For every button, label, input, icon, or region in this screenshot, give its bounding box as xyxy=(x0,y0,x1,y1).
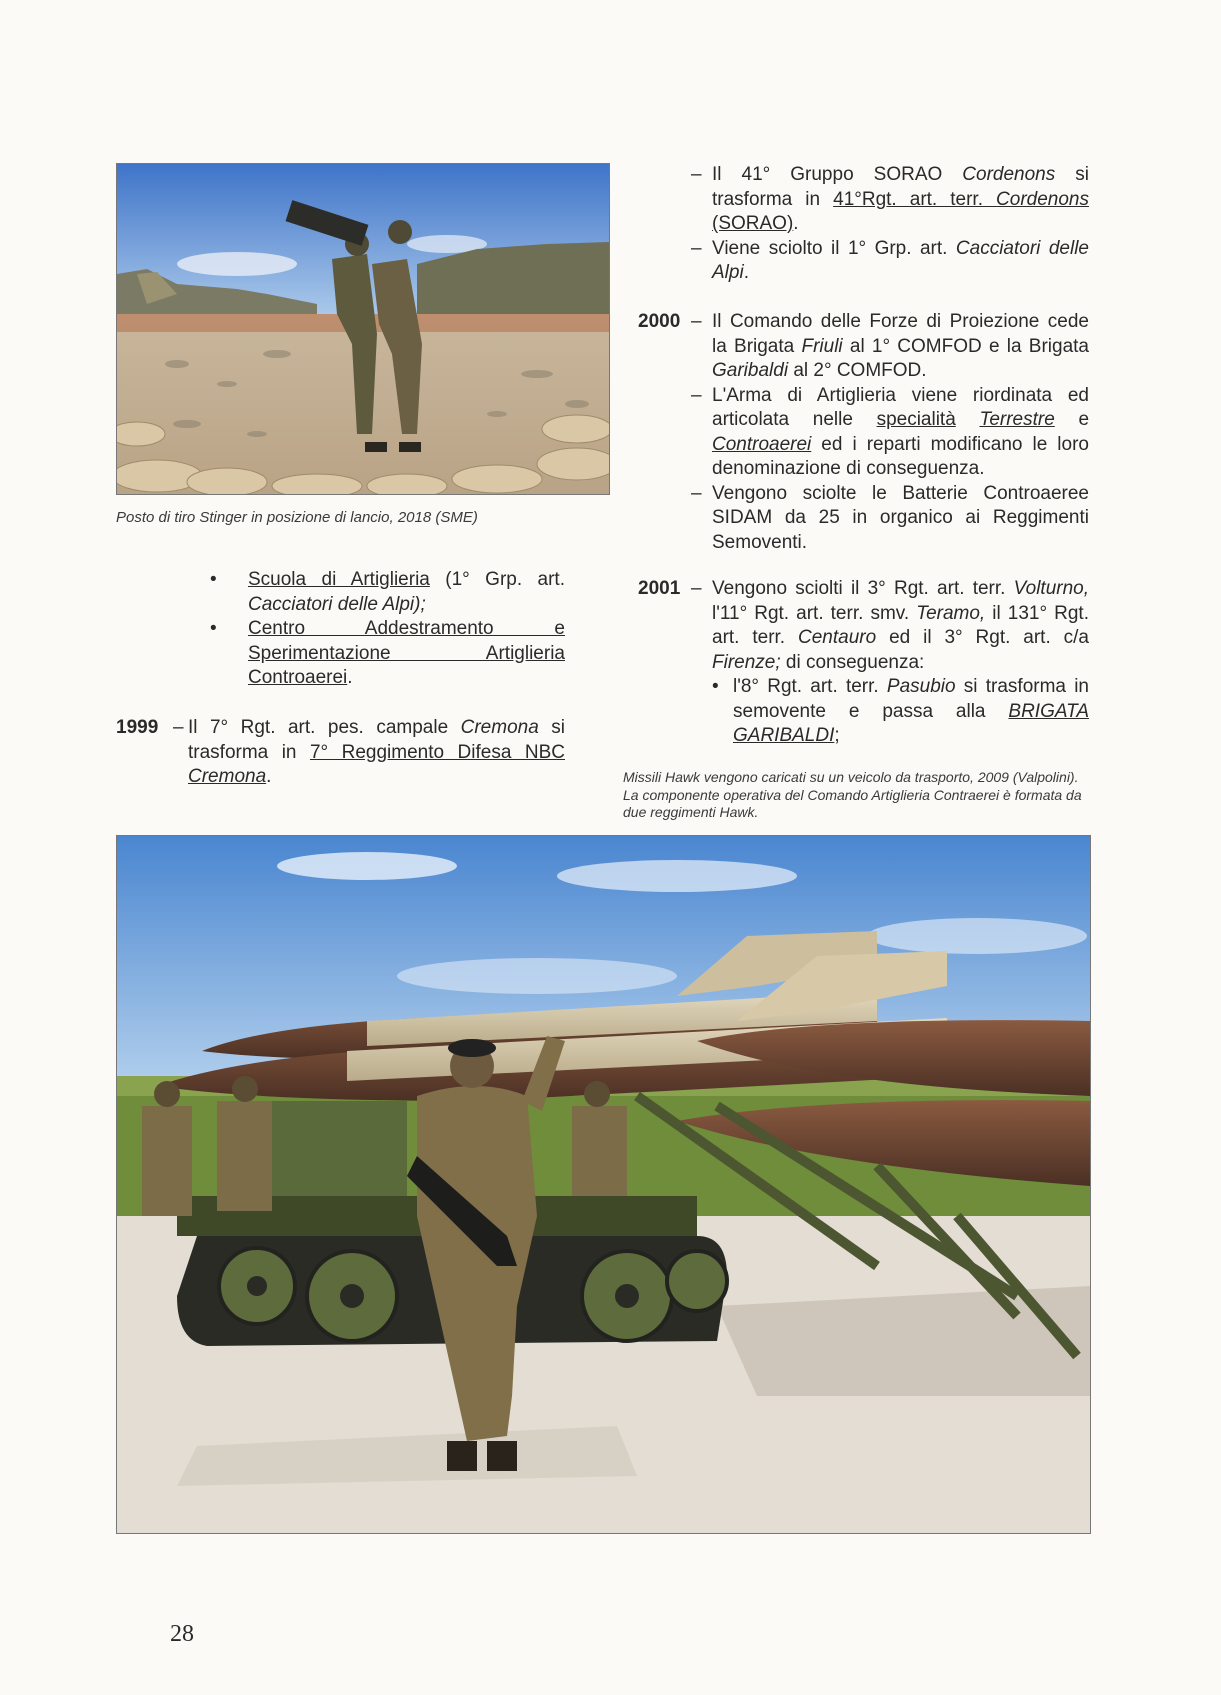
scuola-link-text: Scuola di Artiglieria xyxy=(248,569,430,590)
item-batterie-sidam: – Vengono sciolte le Batterie Controaeree SIDAM da 25 in organico ai Reggimenti Semoventi. xyxy=(691,482,1089,553)
stinger-photo-caption: Posto di tiro Stinger in posizione di lancio, 2018 (SME) xyxy=(116,509,478,526)
year-2001: 2001 xyxy=(638,578,681,599)
year-2000: 2000 xyxy=(638,311,681,332)
hawk-photo xyxy=(116,835,1091,1534)
centro-link-text: Centro Addestramento e Sperimentazione Artiglieria Controaerei xyxy=(248,618,565,688)
bullet-dot: • xyxy=(210,618,217,639)
item-41-gruppo: – Il 41° Gruppo SORAO Cordenons si trasforma in 41°Rgt. art. terr. Cordenons (SORAO). xyxy=(691,164,1089,234)
entry-2001: 2001 – Vengono sciolti il 3° Rgt. art. terr. Volturno, l'11° Rgt. art. terr. smv. Teramo, il 131° Rgt. art. terr. Centauro ed il 3° Rgt. art. c/a Firenze; di conseguenza: • l'8° Rgt. art. terr. Pasubio si trasforma in semovente e passa alla BRIGATA GARIBALDI; xyxy=(638,577,1089,749)
entry-2000 xyxy=(638,310,1089,555)
bullet-dot: • xyxy=(210,569,217,590)
year-1999: 1999 xyxy=(116,717,159,738)
bullet-dot: • xyxy=(712,676,719,697)
bullet-centro: • Centro Addestramento e Sperimentazione Artiglieria Controaerei. xyxy=(210,618,565,688)
item-arma-artiglieria: – L'Arma di Artiglieria viene riordinata ed articolata nelle specialità Terrestre e Controaerei ed i reparti modificano le loro denominazione di conseguenza. xyxy=(691,384,1090,479)
page-number: 28 xyxy=(170,1621,194,1647)
item-comando-forze: – Il Comando delle Forze di Proiezione cede la Brigata Friuli al 1° COMFOD e la Brigata Garibaldi al 2° COMFOD. xyxy=(691,311,1089,381)
right-pre-items xyxy=(691,163,1089,286)
bullet-scuola: • Scuola di Artiglieria (1° Grp. art. Cacciatori delle Alpi); xyxy=(210,569,565,615)
hawk-photo-caption: Missili Hawk vengono caricati su un veicolo da trasporto, 2009 (Valpolini). La componente operativa del Comando Artiglieria Contraerei è formata da due reggimenti Hawk. xyxy=(623,769,1082,820)
bullet-8-rgt: • l'8° Rgt. art. terr. Pasubio si trasforma in semovente e passa alla BRIGATA GARIBALDI; xyxy=(712,676,1089,746)
left-bullet-list xyxy=(185,568,565,691)
dash: – xyxy=(173,717,184,738)
stinger-photo xyxy=(116,163,610,495)
entry-1999: 1999 – Il 7° Rgt. art. pes. campale Cremona si trasforma in 7° Reggimento Difesa NBC Cremona. xyxy=(116,717,565,787)
item-sciolto-cacciatori: – Viene sciolto il 1° Grp. art. Cacciatori delle Alpi. xyxy=(691,237,1089,283)
